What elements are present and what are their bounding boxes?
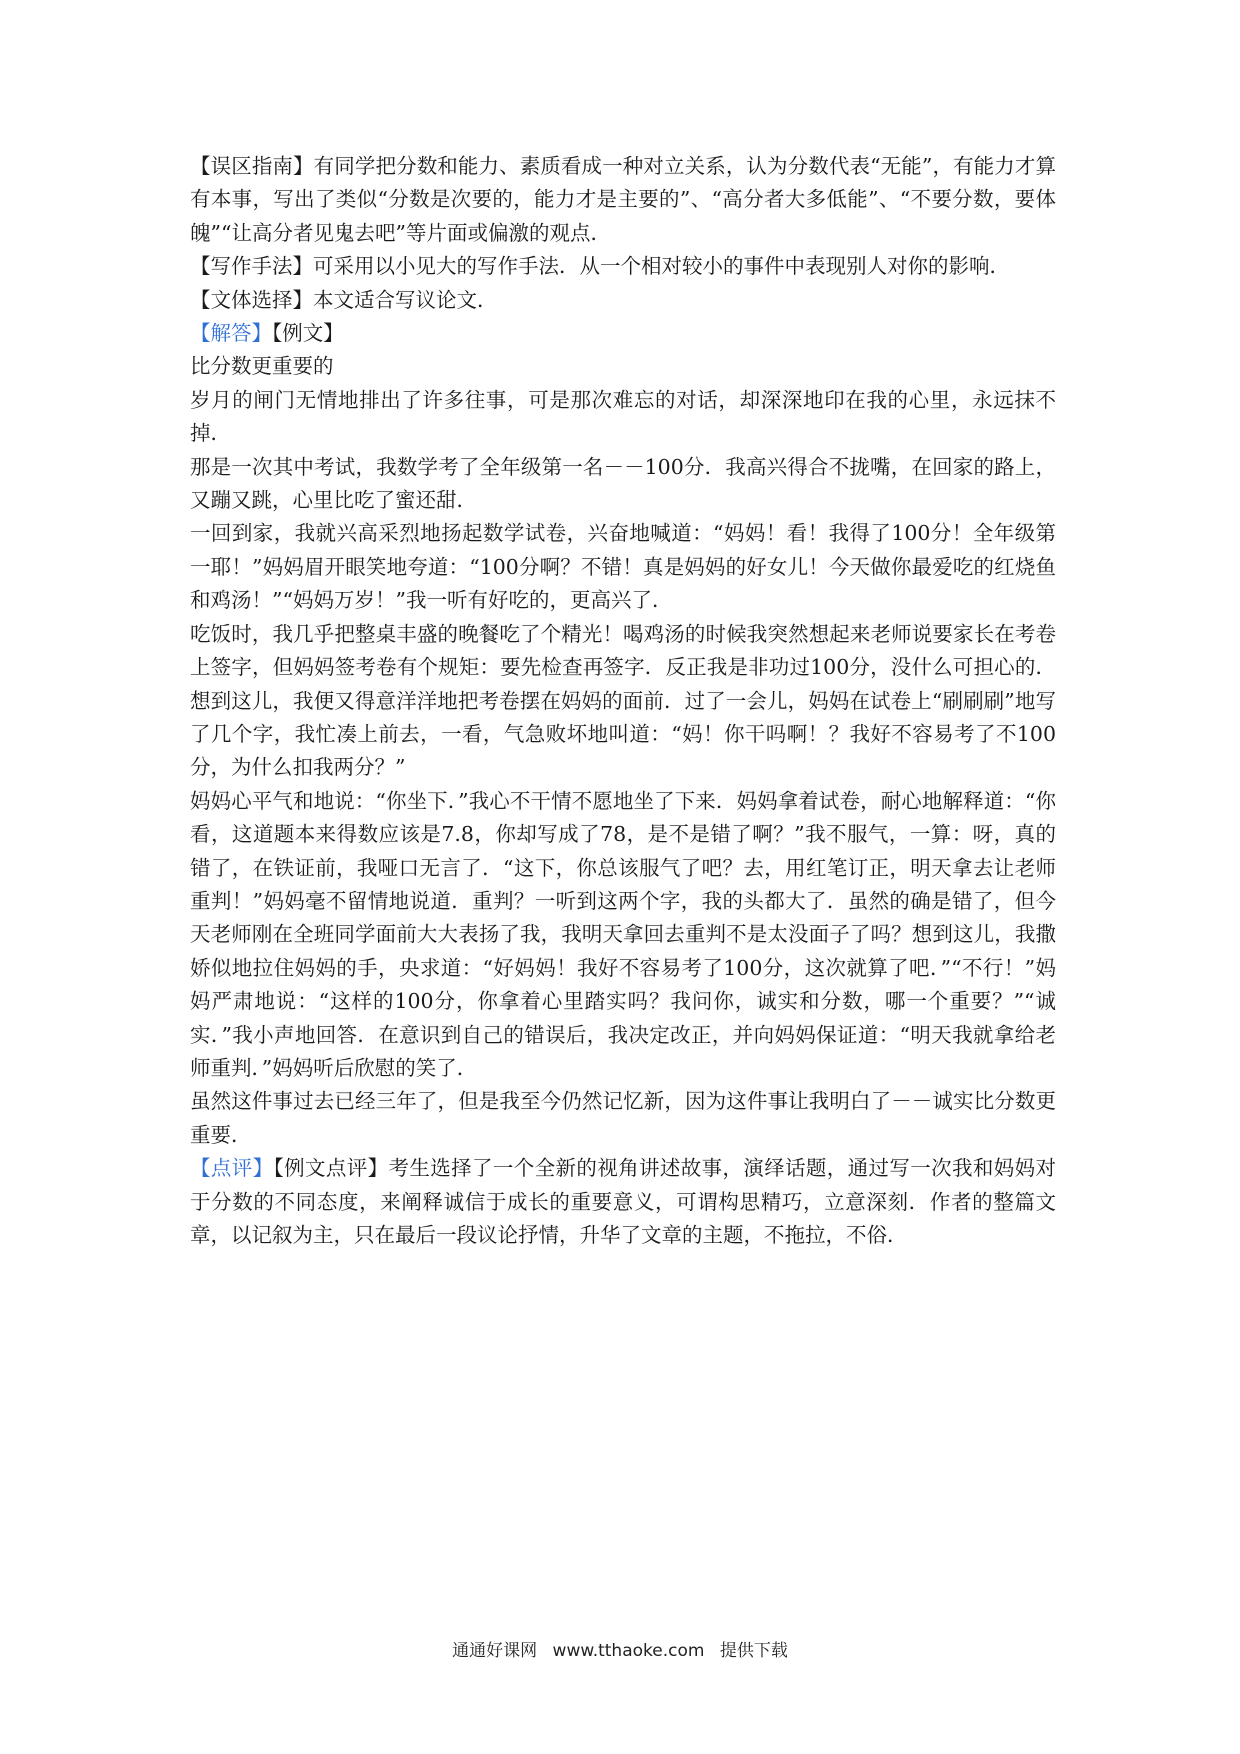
essay-paragraph: 那是一次其中考试，我数学考了全年级第一名－－100分．我高兴得合不拢嘴，在回家的路上，又蹦又跳，心里比吃了蜜还甜． bbox=[190, 454, 1056, 513]
answer-tag: 【解答】 bbox=[190, 321, 272, 346]
essay-title: 比分数更重要的 bbox=[190, 354, 334, 379]
document-body bbox=[190, 150, 1056, 1252]
essay-paragraph: 一回到家，我就兴高采烈地扬起数学试卷，兴奋地喊道：“妈妈！看！我得了100分！全年级第一耶！”妈妈眉开眼笑地夸道：“100分啊？不错！真是妈妈的好女儿！今天做你最爱吃的红烧鱼和鸡汤！”“妈妈万岁！”我一听有好吃的，更高兴了． bbox=[190, 521, 1056, 613]
misconception-guide-text: 有同学把分数和能力、素质看成一种对立关系，认为分数代表“无能”，有能力才算有本事，写出了类似“分数是次要的，能力才是主要的”、“高分者大多低能”、“不要分数，要体魄”“让高分者见鬼去吧”等片面或偏激的观点． bbox=[190, 154, 1056, 245]
essay-paragraph: 妈妈心平气和地说：“你坐下．”我心不干情不愿地坐了下来．妈妈拿着试卷，耐心地解释道：“你看，这道题本来得数应该是7.8，你却写成了78，是不是错了啊？”我不服气，一算：呀，真的错了，在铁证前，我哑口无言了．“这下，你总该服气了吧？去，用红笔订正，明天拿去让老师重判！”妈妈毫不留情地说道．重判？一听到这两个字，我的头都大了．虽然的确是错了，但今天老师刚在全班同学面前大大表扬了我，我明天拿回去重判不是太没面子了吗？想到这儿，我撒娇似地拉住妈妈的手，央求道：“好妈妈！我好不容易考了100分，这次就算了吧．”“不行！”妈妈严肃地说：“这样的100分，你拿着心里踏实吗？我问你，诚实和分数，哪一个重要？”“诚实．”我小声地回答．在意识到自己的错误后，我决定改正，并向妈妈保证道：“明天我就拿给老师重判．”妈妈听后欣慰的笑了． bbox=[190, 788, 1056, 1080]
comment-text: 考生选择了一个全新的视角讲述故事，演绎话题，通过写一次我和妈妈对于分数的不同态度，来阐释诚信于成长的重要意义，可谓构思精巧，立意深刻．作者的整篇文章，以记叙为主，只在最后一段议论抒情，升华了文章的主题，不拖拉，不俗． bbox=[190, 1156, 1057, 1247]
footer-site-name: 通通好课网 bbox=[452, 1641, 538, 1661]
essay-paragraph: 岁月的闸门无情地排出了许多往事，可是那次难忘的对话，却深深地印在我的心里，永远抹不掉． bbox=[190, 387, 1056, 446]
example-tag: 【例文】 bbox=[272, 321, 344, 346]
misconception-guide-tag: 【误区指南】 bbox=[190, 154, 314, 178]
writing-technique-tag: 【写作手法】 bbox=[190, 254, 313, 279]
genre-choice-tag: 【文体选择】 bbox=[190, 287, 313, 312]
comment-paragraph bbox=[190, 1152, 1056, 1252]
page-footer bbox=[0, 1636, 1240, 1661]
misconception-guide-paragraph bbox=[190, 150, 1056, 250]
essay-paragraph: 虽然这件事过去已经三年了，但是我至今仍然记忆新，因为这件事让我明白了－－诚实比分数更重要． bbox=[190, 1089, 1056, 1147]
genre-choice-paragraph bbox=[190, 284, 1056, 317]
writing-technique-paragraph bbox=[190, 250, 1056, 283]
essay-paragraph: 吃饭时，我几乎把整桌丰盛的晚餐吃了个精光！喝鸡汤的时候我突然想起来老师说要家长在考卷上签字，但妈妈签考卷有个规矩：要先检查再签字．反正我是非功过100分，没什么可担心的．想到这儿，我便又得意洋洋地把考卷摆在妈妈的面前．过了一会儿，妈妈在试卷上“刷刷刷”地写了几个字，我忙凑上前去，一看，气急败坏地叫道：“妈！你干吗啊！？我好不容易考了不100分，为什么扣我两分？” bbox=[190, 621, 1056, 780]
comment-tag: 【点评】 bbox=[190, 1156, 274, 1181]
footer-suffix: 提供下载 bbox=[719, 1641, 788, 1661]
writing-technique-text: 可采用以小见大的写作手法．从一个相对较小的事件中表现别人对你的影响． bbox=[313, 254, 1010, 279]
footer-url[interactable]: www.tthaoke.com bbox=[552, 1641, 705, 1661]
answer-heading bbox=[190, 317, 1056, 350]
genre-choice-text: 本文适合写议论文． bbox=[313, 287, 498, 312]
example-comment-tag: 【例文点评】 bbox=[273, 1156, 389, 1181]
